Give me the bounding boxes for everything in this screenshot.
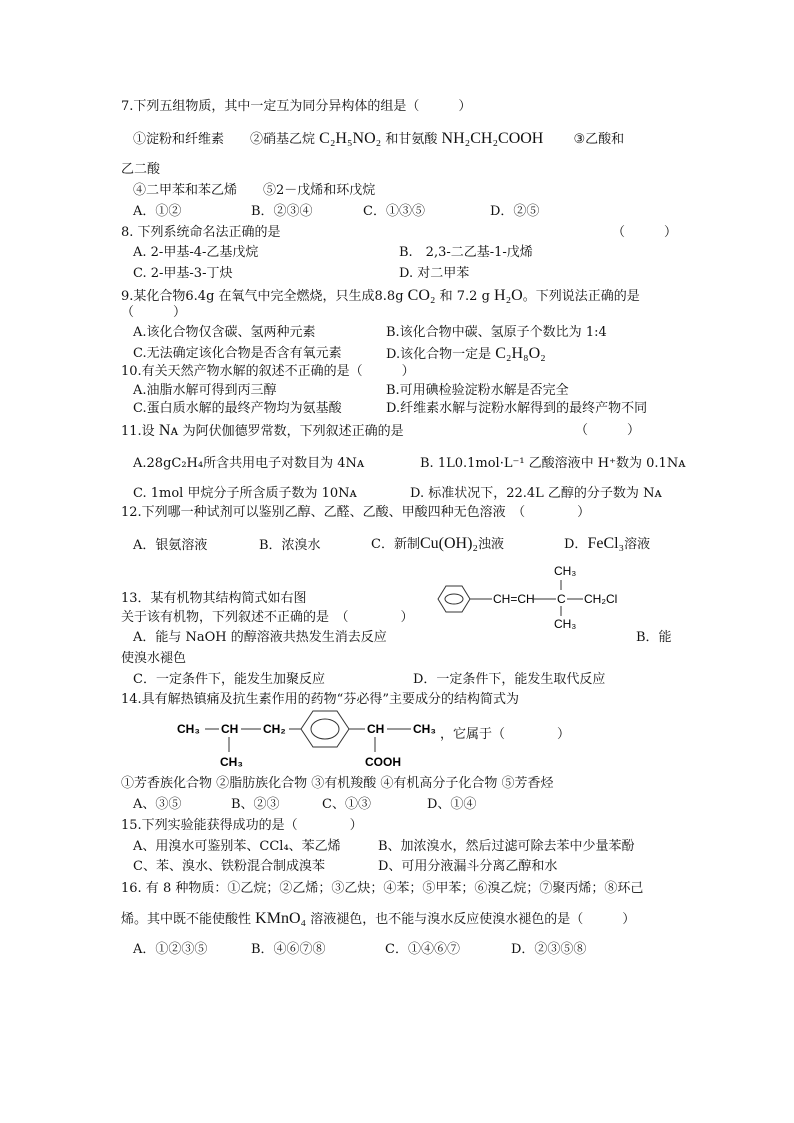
q14-option-b: B、②③ <box>231 797 280 812</box>
q7-option-a: A．①② <box>133 204 182 219</box>
q7-option-c: C．①③⑤ <box>363 204 425 219</box>
q16-option-b: B．④⑥⑦⑧ <box>251 942 326 957</box>
q12-stem: 12.下列哪一种试剂可以鉴别乙醇、乙醛、乙酸、甲酸四种无色溶液 （ ） <box>121 505 591 520</box>
q12-option-c <box>371 536 504 553</box>
q14-choices: ①芳香族化合物 ②脂肪族化合物 ③有机羧酸 ④有机高分子化合物 ⑤芳香烃 <box>121 776 554 791</box>
q9-option-d-formula: C₂H₈O₂ <box>495 345 546 362</box>
q7-line2: 乙二酸 <box>121 162 161 177</box>
q7-stem: 7.下列五组物质，其中一定互为同分异构体的组是（ ） <box>121 99 472 114</box>
mol-ch3-right: CH₃ <box>413 722 436 736</box>
q12-option-c-formula: Cu(OH)₂ <box>419 535 478 552</box>
q8-paren: （ ） <box>612 225 678 240</box>
q10-option-d: D.纤维素水解与淀粉水解得到的最终产物不同 <box>386 401 648 416</box>
q15-option-c: C、苯、溴水、铁粉混合制成溴苯 <box>133 859 325 874</box>
mol-chain: CH=CH <box>493 592 535 606</box>
q16-option-d: D．②③⑤⑧ <box>511 942 587 957</box>
q9-stem-c: 。下列说法正确的是 <box>522 289 640 304</box>
q8-option-c: C. 2-甲基-3-丁炔 <box>133 266 233 281</box>
q15-option-d: D、可用分液漏斗分离乙醇和水 <box>378 859 558 874</box>
q13-option-a: A．能与 NaOH 的醇溶液共热发生消去反应 <box>133 630 387 645</box>
q16-stem2-a: 烯。其中既不能使酸性 <box>121 912 252 927</box>
mol-cooh: COOH <box>365 755 401 769</box>
q10-option-c: C.蛋白质水解的最终产物均为氨基酸 <box>133 401 342 416</box>
q14-stem: 14.具有解热镇痛及抗生素作用的药物“芬必得”主要成分的结构简式为 <box>121 692 519 707</box>
q16-stem: 16. 有 8 种物质：①乙烷；②乙烯；③乙炔；④苯；⑤甲苯；⑥溴乙烷；⑦聚丙烯；⑧环己 <box>121 881 644 896</box>
q7-formula-nitroethane: C₂H₅NO₂ <box>319 130 382 147</box>
q16-option-c: C．①④⑥⑦ <box>385 942 460 957</box>
q11-paren: （ ） <box>575 423 641 438</box>
q12-option-c-b: 浊液 <box>477 537 504 552</box>
q13-stem: 13．某有机物其结构简式如右图 <box>121 591 307 606</box>
q12-option-c-a: C．新制 <box>371 537 420 552</box>
q13-option-d: D．一定条件下，能发生取代反应 <box>413 672 606 687</box>
q8-option-d: D. 对二甲苯 <box>399 266 470 281</box>
q13-option-b-part1: B．能 <box>636 630 672 645</box>
mol-ch3-left: CH₃ <box>177 722 200 736</box>
q7-option-d: D．②⑤ <box>490 204 540 219</box>
q7-line1 <box>133 131 624 148</box>
q7-option-b: B．②③④ <box>251 204 313 219</box>
q11-stem <box>121 423 404 440</box>
q11-formula-na: Nᴀ <box>158 422 179 439</box>
q11-option-d: D. 标准状况下，22.4L 乙醇的分子数为 Nᴀ <box>410 486 662 501</box>
q9-stem <box>121 288 640 305</box>
benzene-ring-shape <box>438 586 470 612</box>
benzene-inner-ring <box>311 719 339 739</box>
q8-option-a: A. 2-甲基-4-乙基戊烷 <box>133 245 259 260</box>
q9-option-c: C.无法确定该化合物是否含有氧元素 <box>133 346 342 361</box>
q16-stem2 <box>121 911 635 928</box>
q9-formula-h2o: H₂O <box>494 287 523 304</box>
benzene-ring-shape <box>301 711 349 747</box>
benzene-inner-ring <box>445 594 463 604</box>
q10-stem: 10.有关天然产物水解的叙述不正确的是（ ） <box>121 364 415 379</box>
q14-tail: ，它属于（ ） <box>440 727 571 742</box>
q11-stem-a: 11.设 <box>121 424 155 439</box>
q11-option-a: A.28gC₂H₄所含共用电子对数目为 4Nᴀ <box>133 456 365 471</box>
q7-formula-glycine: NH₂CH₂COOH <box>441 130 544 147</box>
q12-option-d-b: 溶液 <box>624 537 651 552</box>
q9-stem-a: 9.某化合物6.4g 在氧气中完全燃烧，只生成8.8g <box>121 289 404 304</box>
mol-center-c: C <box>557 592 566 606</box>
q12-option-a: A．银氨溶液 <box>133 538 208 553</box>
q13-option-c: C．一定条件下，能发生加聚反应 <box>133 672 325 687</box>
q14-option-c: C、①③ <box>322 797 371 812</box>
q7-line3: ④二甲苯和苯乙烯 ⑤2－戊烯和环戊烷 <box>133 183 376 198</box>
q7-line1-b: 和甘氨酸 <box>385 132 438 147</box>
q9-option-a: A.该化合物仅含碳、氢两种元素 <box>133 325 316 340</box>
mol-ch-right: CH <box>367 722 385 736</box>
q7-line1-c: ③乙酸和 <box>573 132 625 147</box>
q11-stem-b: 为阿伏伽德罗常数，下列叙述正确的是 <box>182 424 404 439</box>
q12-option-d-formula: FeCl₃ <box>587 535 625 552</box>
q14-option-d: D、①④ <box>427 797 477 812</box>
q10-option-b: B.可用碘检验淀粉水解是否完全 <box>386 383 569 398</box>
q7-line1-a: ①淀粉和纤维素 ②硝基乙烷 <box>133 132 316 147</box>
q12-option-d-a: D． <box>564 537 588 552</box>
q16-stem2-b: 溶液褪色，也不能与溴水反应使溴水褪色的是（ ） <box>310 912 636 927</box>
q13-option-b-part2: 使溴水褪色 <box>121 651 187 666</box>
mol-bottom-ch3: CH₃ <box>554 617 577 631</box>
q15-option-a: A、用溴水可鉴别苯、CCl₄、苯乙烯 <box>133 839 341 854</box>
mol-ch2: CH₂ <box>263 722 286 736</box>
q9-option-b: B.该化合物中碳、氢原子个数比为 1:4 <box>386 325 607 340</box>
q9-option-d-text: D.该化合物一定是 <box>386 347 492 362</box>
q16-option-a: A．①②③⑤ <box>133 942 208 957</box>
q14-option-a: A、③⑤ <box>133 797 182 812</box>
mol-ch-left: CH <box>221 722 239 736</box>
mol-ch3-below-left: CH₃ <box>220 755 243 769</box>
q11-option-c: C. 1mol 甲烷分子所含质子数为 10Nᴀ <box>133 486 357 501</box>
q9-paren: （ ） <box>121 305 187 320</box>
q12-option-d <box>564 536 650 553</box>
mol-tail-ch2cl: CH₂Cl <box>584 592 618 606</box>
q13-stem2: 关于该有机物，下列叙述不正确的是 （ ） <box>121 610 414 625</box>
q9-formula-co2: CO₂ <box>407 287 436 304</box>
mol-top-ch3: CH₃ <box>554 564 577 578</box>
q15-stem: 15.下列实验能获得成功的是（ ） <box>121 818 363 833</box>
q12-option-b: B．浓溴水 <box>259 538 321 553</box>
q10-option-a: A.油脂水解可得到丙三醇 <box>133 383 277 398</box>
q11-option-b: B. 1L0.1mol·L⁻¹ 乙酸溶液中 H⁺数为 0.1Nᴀ <box>420 456 686 471</box>
q16-formula-kmno4: KMnO₄ <box>255 910 307 927</box>
q8-stem: 8. 下列系统命名法正确的是 <box>121 225 281 240</box>
q13-structure-diagram <box>430 560 630 635</box>
q9-stem-b: 和 7.2 g <box>439 289 490 304</box>
q9-option-d <box>386 346 546 363</box>
q15-option-b: B、加浓溴水，然后过滤可除去苯中少量苯酚 <box>378 839 635 854</box>
q8-option-b: B. 2,3-二乙基-1-戊烯 <box>399 245 533 260</box>
